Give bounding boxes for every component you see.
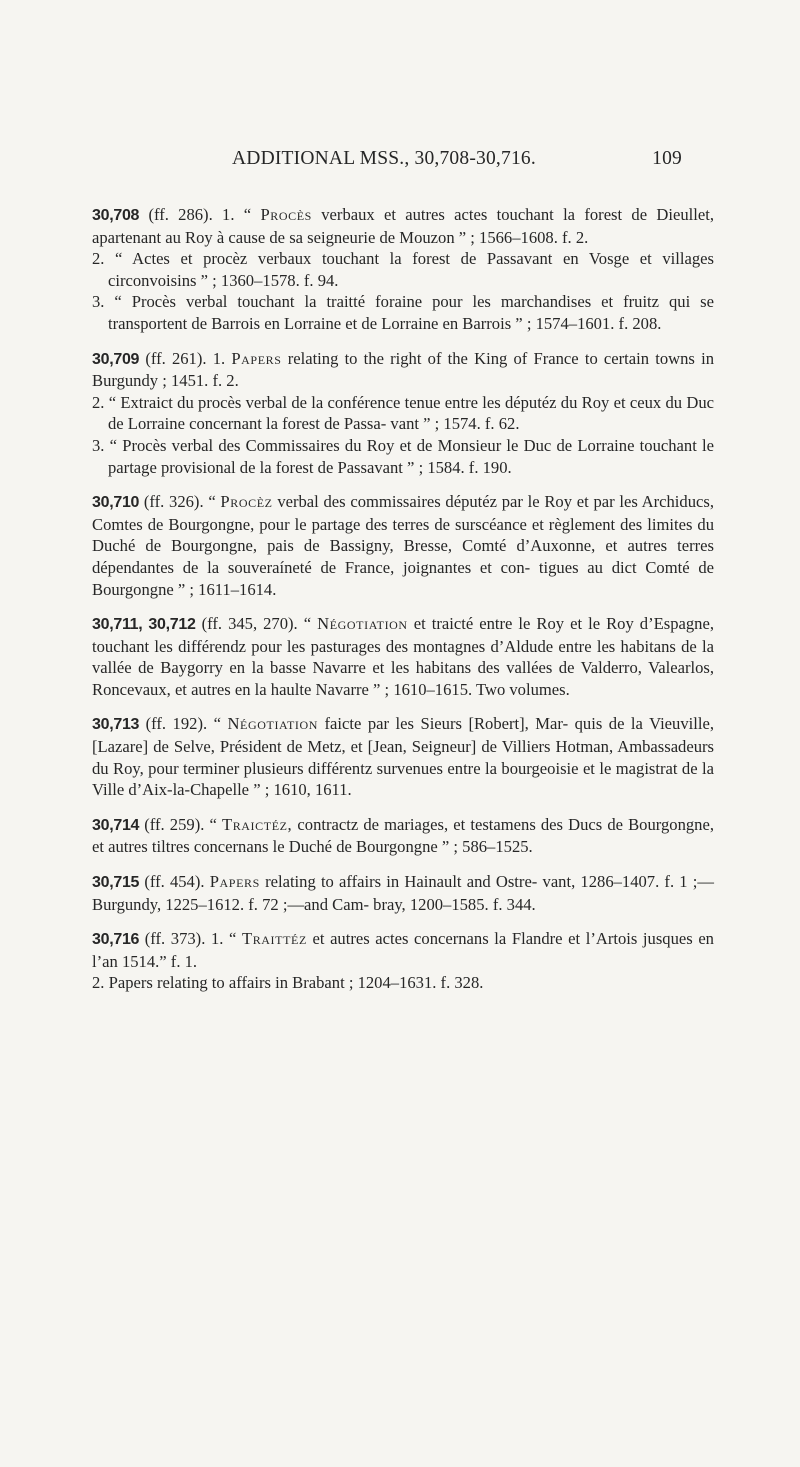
entry-label: (ff. 345, 270). “ xyxy=(201,614,318,634)
catalogue-entry xyxy=(92,928,714,994)
entry-keyword: Négotiation xyxy=(317,614,408,634)
catalogue-entry xyxy=(92,613,714,700)
entry-item: 2. Papers relating to affairs in Brabant ; 1204–1631. f. 328. xyxy=(92,973,484,993)
entry-item: 2. “ Extraict du procès verbal de la conférence tenue entre les députéz du Roy et ceux du Duc de Lorraine concernant la forest de Passa- vant ” ; 1574. f. 62. xyxy=(92,392,714,434)
catalogue-entry xyxy=(92,204,714,335)
entry-item: 2. “ Actes et procèz verbaux touchant la forest de Passavant en Vosge et villages circonvoisins ” ; 1360–1578. f. 94. xyxy=(92,249,714,290)
entry-label: (ff. 454). xyxy=(144,872,210,892)
entry-number: 30,710 xyxy=(92,494,140,512)
entry-text: contractz de mariages, et testamens des Ducs de Bourgongne, et autres tiltres concernans le Duché de Bourgongne ” ; 586–1525. xyxy=(92,814,714,857)
catalogue-entry xyxy=(92,713,714,800)
entry-item xyxy=(92,491,714,600)
entry-item xyxy=(92,204,714,248)
entry-label: (ff. 326). “ xyxy=(143,492,221,512)
catalogue-entry xyxy=(92,491,714,600)
entry-label: (ff. 261). 1. xyxy=(145,348,232,368)
header-title: ADDITIONAL MSS., 30,708-30,716. xyxy=(232,148,536,169)
entry-number: 30,708 xyxy=(92,207,140,224)
entry-number: 30,716 xyxy=(92,931,140,949)
entry-text: verbaux et autres actes touchant la forest de Dieullet, apartenant au Roy à cause de sa seigneurie de Mouzon ” ; 1566–1608. f. 2. xyxy=(92,205,714,247)
page-number: 109 xyxy=(652,148,682,169)
entry-item xyxy=(92,613,714,700)
entry-item xyxy=(92,713,714,800)
entry-text: et traicté entre le Roy et le Roy d’Espagne, touchant les différendz pour les pasturages des montagnes d’Aldude entre les habitans de la vallée de Baygorry en la basse Navarre et les habitans des vallées de Valderro, Valearlos, Roncevaux, et autres en la haulte Navarre ” ; 1610–1615. Two volumes. xyxy=(92,614,714,699)
entry-item xyxy=(92,814,714,858)
entry-item: 3. “ Procès verbal des Commissaires du Roy et de Monsieur le Duc de Lorraine touchant le partage provisional de la forest de Passavant ” ; 1584. f. 190. xyxy=(92,435,714,477)
entry-text: et autres actes concernans la Flandre et l’Artois jusques en l’an 1514.” f. 1. xyxy=(92,929,714,971)
entry-keyword: Procèz xyxy=(220,492,273,512)
entry-item xyxy=(92,871,714,915)
entry-number: 30,709 xyxy=(92,350,140,368)
entry-label: (ff. 286). 1. “ xyxy=(148,205,261,224)
entry-number: 30,714 xyxy=(92,816,140,834)
entry-keyword: Papers xyxy=(231,348,282,368)
entry-label: (ff. 373). 1. “ xyxy=(144,929,242,949)
entry-label: (ff. 192). “ xyxy=(145,714,228,734)
entry-keyword: Procès xyxy=(260,205,312,224)
entry-text: relating to affairs in Hainault and Ostre- vant, 1286–1407. f. 1 ;—Burgundy, 1225–1612. f. 72 ;—and Cam- bray, 1200–1585. f. 344. xyxy=(92,872,714,914)
entry-item xyxy=(92,348,714,392)
entry-keyword: Papers xyxy=(209,872,260,892)
entry-keyword: Traictéz, xyxy=(221,814,293,834)
catalogue-entry xyxy=(92,871,714,915)
entry-label: (ff. 259). “ xyxy=(144,814,222,834)
entry-number: 30,715 xyxy=(92,874,140,892)
entry-number: 30,713 xyxy=(92,716,140,734)
entry-text: faicte par les Sieurs [Robert], Mar- quis de la Vieuville, [Lazare] de Selve, Président de Metz, et [Jean, Seigneur] de Villiers Hotman, Ambassadeurs du Roy, pour terminer plusieurs différentz survenues entre la bourgeoisie et le magistrat de la Ville d’Aix-la-Chapelle ” ; 1610, 1611. xyxy=(92,714,714,800)
entry-item: 3. “ Procès verbal touchant la traitté foraine pour les marchandises et fruitz qui se transportent de Barrois en Lorraine et de Lorraine en Barrois ” ; 1574–1601. f. 208. xyxy=(92,292,714,333)
entry-keyword: Négotiation xyxy=(227,714,319,734)
entry-text: verbal des commissaires députéz par le Roy et par les Archiducs, Comtes de Bourgongne, pour le partage des terres de surscéance et règlement des limites du Duché de Bourgongne, pais de Bassigny, Bresse, Comté d’Auxonne, et autres terres dépendantes de la souveraíneté de France, joignantes et con- tigues au dict Comté de Bourgongne ” ; 1611–1614. xyxy=(92,492,714,599)
entry-item xyxy=(92,928,714,972)
catalogue-entries xyxy=(92,204,714,1007)
catalogue-entry xyxy=(92,814,714,858)
entry-keyword: Traittéz xyxy=(241,929,307,949)
entry-text: relating to the right of the King of France to certain towns in Burgundy ; 1451. f. 2. xyxy=(92,348,714,391)
catalogue-entry xyxy=(92,348,714,479)
entry-number: 30,711, 30,712 xyxy=(92,616,196,634)
